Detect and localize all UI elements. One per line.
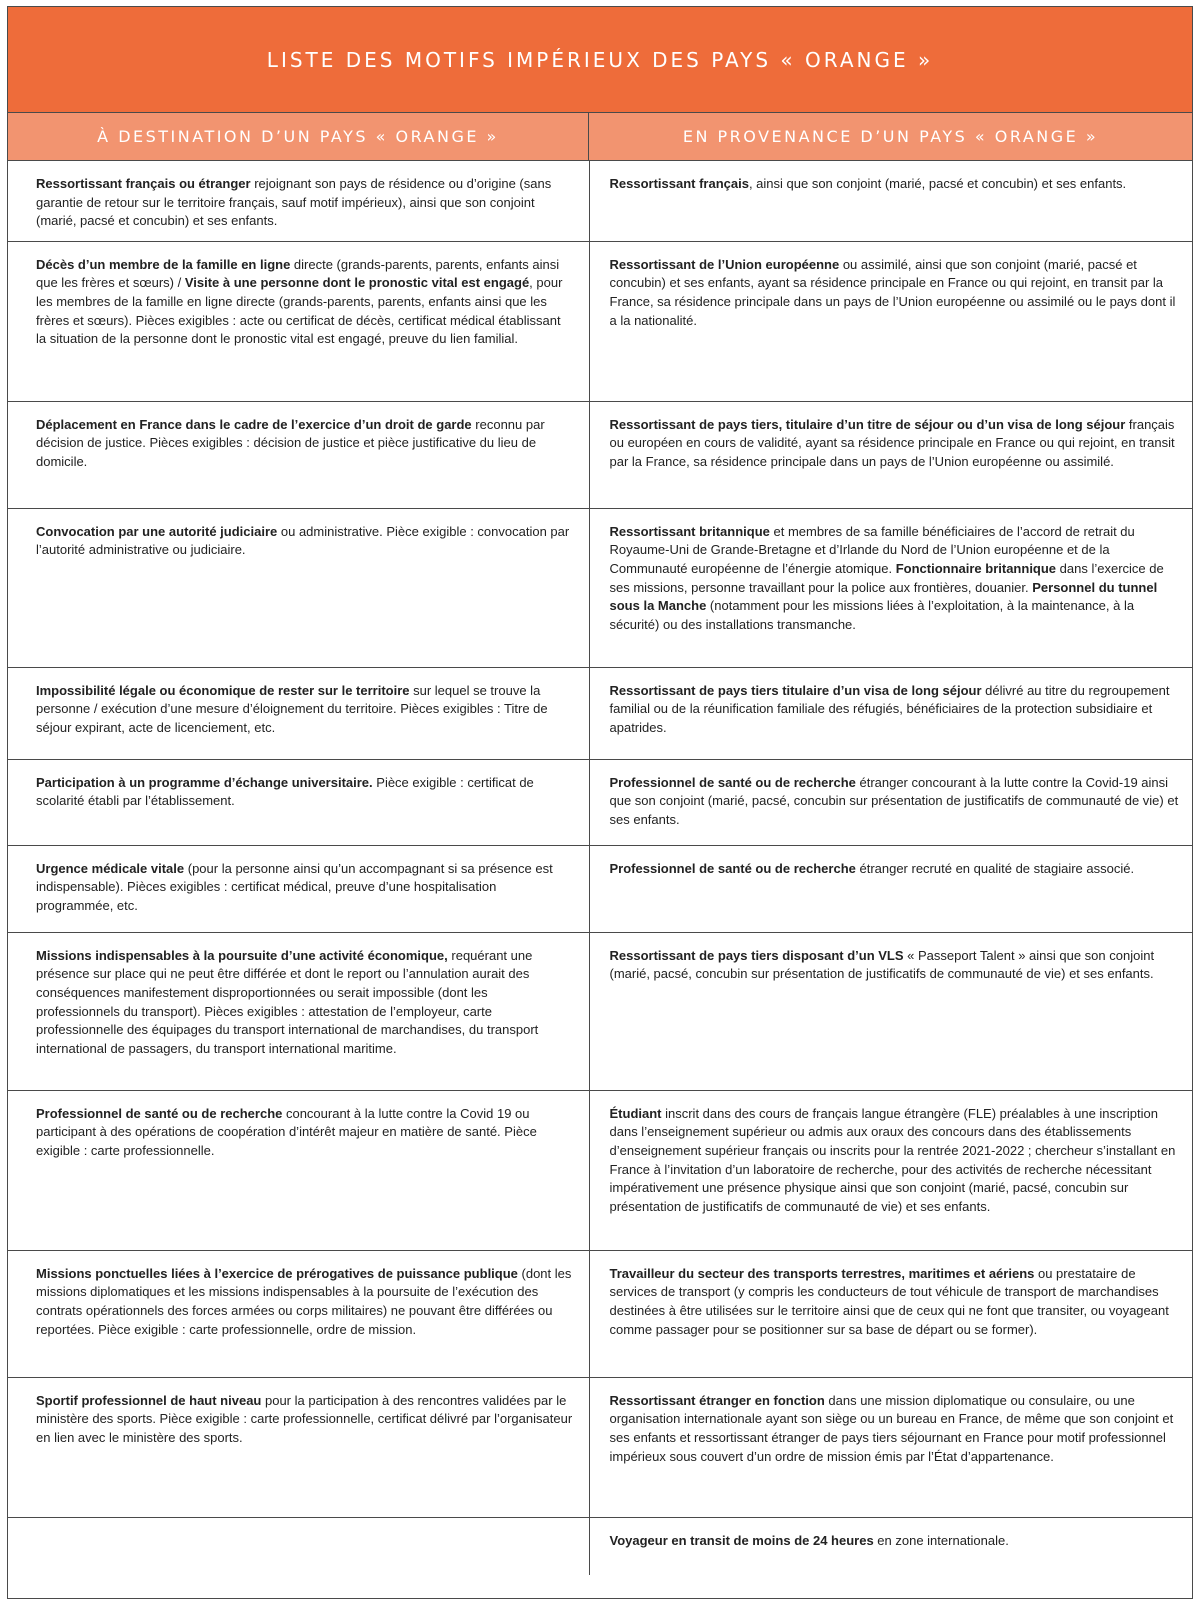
- motif-text: (dont les missions diplomatiques et les missions indispensables à la poursuite de l’exécution des contrats opérationnels des forces armées ou corps militaires) ne pouvant être différées ou reportées. Pièce exigible : carte professionnelle, ordre de mission.: [36, 1265, 572, 1337]
- motif-text: pour la participation à des rencontres validées par le ministère des sports. Pièce exigible : carte professionnelle, certificat délivré par l’organisateur en lien avec le ministère des sports.: [36, 1392, 573, 1445]
- motif-label: Professionnel de santé ou de recherche: [609, 774, 856, 790]
- motif-text: sur lequel se trouve la personne / exécution d’une mesure d’éloignement du territoire. Pièces exigibles : Titre de séjour expirant, acte de licenciement, etc.: [36, 682, 548, 735]
- motif-text: français ou européen en cours de validité, ayant sa résidence principale en France ou qui rejoint, en transit par la France, sa résidence principale dans un pays de l’Union européenne ou assimilé.: [609, 416, 1175, 469]
- table-row: [8, 1090, 1192, 1250]
- cell-destination: [8, 1250, 589, 1377]
- motif-label: Professionnel de santé ou de recherche: [36, 1105, 283, 1121]
- cell-destination: [8, 161, 589, 241]
- motif-text: , pour les membres de la famille en ligne directe (grands-parents, parents, enfants ainsi que les frères et sœurs). Pièces exigibles : acte ou certificat de décès, certificat médical établissant la situation de la personne dont le pronostic vital est engagé, preuve du lien familial.: [36, 275, 563, 347]
- motif-label: Ressortissant de l’Union européenne: [609, 256, 840, 272]
- cell-destination: [8, 1517, 589, 1575]
- motif-text: Pièce exigible : certificat de scolarité établi par l’établissement.: [36, 774, 534, 809]
- motif-label: Voyageur en transit de moins de 24 heures: [609, 1532, 874, 1548]
- table-row: [8, 1250, 1192, 1377]
- cell-provenance: [589, 932, 1192, 1090]
- motif-label: Travailleur du secteur des transports terrestres, maritimes et aériens: [609, 1265, 1035, 1281]
- motif-text: reconnu par décision de justice. Pièces exigibles : décision de justice et pièce justificative du lieu de domicile.: [36, 416, 545, 469]
- table-row: [8, 401, 1192, 508]
- motif-text: (pour la personne ainsi qu’un accompagnant si sa présence est indispensable). Pièces exigibles : certificat médical, preuve d’une hospitalisation programmée, etc.: [36, 860, 553, 913]
- motif-text: ou assimilé, ainsi que son conjoint (marié, pacsé et concubin) et ses enfants, ayant sa résidence principale en France ou qui rejoint, en transit par la France, sa résidence principale dans un pays de l’Union européenne ou assimilé ou le pays dont il a la nationalité.: [609, 256, 1176, 328]
- table-row: [8, 1377, 1192, 1517]
- cell-destination: [8, 845, 589, 932]
- table-row: [8, 1517, 1192, 1575]
- table-row: [8, 845, 1192, 932]
- cell-provenance: [589, 508, 1192, 667]
- motif-label: Étudiant: [609, 1105, 662, 1121]
- motif-label: Convocation par une autorité judiciaire: [36, 523, 278, 539]
- cell-provenance: [589, 667, 1192, 759]
- motif-label: Décès d’un membre de la famille en ligne: [36, 256, 291, 272]
- motif-text: dans une mission diplomatique ou consulaire, ou une organisation internationale ayant son siège ou un bureau en France, de même que son conjoint et ses enfants et ressortissant étranger de pays tiers séjournant en France pour motif professionnel impérieux sous couvert d’un ordre de mission émis par l’État d’appartenance.: [609, 1392, 1174, 1464]
- motif-text: , ainsi que son conjoint (marié, pacsé et concubin) et ses enfants.: [748, 176, 1127, 191]
- motif-text: rejoignant son pays de résidence ou d’origine (sans garantie de retour sur le territoire français, sauf motif impérieux), ainsi que son conjoint (marié, pacsé et concubin) et ses enfants.: [36, 176, 552, 229]
- motif-text: inscrit dans des cours de français langue étrangère (FLE) préalables à une inscription dans l’enseignement supérieur ou admis aux oraux des concours dans des établissements d’enseignement supérieur français ou inscrits pour la rentrée 2021-2022 ; chercheur s’installant en France à l’invitation d’un laboratoire de recherche, pour des activités de recherche nécessitant impérativement une présence physique ainsi que son conjoint (marié, pacsé, concubin sur présentation de justificatifs de communauté de vie) et ses enfants.: [609, 1105, 1176, 1214]
- motif-label: Personnel du tunnel sous la Manche: [609, 579, 1158, 614]
- motif-text: directe (grands-parents, parents, enfants ainsi que les frères et sœurs) /: [36, 256, 560, 291]
- table-body: [8, 161, 1192, 1575]
- cell-provenance: [589, 1517, 1192, 1575]
- motif-label: Ressortissant britannique: [609, 523, 770, 539]
- motif-text: en zone internationale.: [873, 1532, 1009, 1548]
- motif-label: Ressortissant de pays tiers titulaire d’un visa de long séjour: [609, 682, 982, 698]
- motif-label: Ressortissant étranger en fonction: [609, 1392, 825, 1408]
- cell-destination: [8, 1377, 589, 1517]
- cell-provenance: [589, 1250, 1192, 1377]
- motif-label: Ressortissant de pays tiers disposant d’un VLS: [609, 947, 904, 963]
- motif-label: Ressortissant français ou étranger: [36, 176, 251, 191]
- motif-label: Missions indispensables à la poursuite d’une activité économique,: [36, 947, 448, 963]
- motif-label: Sportif professionnel de haut niveau: [36, 1392, 262, 1408]
- cell-destination: [8, 401, 589, 508]
- header-destination: À DESTINATION D’UN PAYS « ORANGE »: [8, 113, 589, 160]
- motif-text: étranger concourant à la lutte contre la Covid-19 ainsi que son conjoint (marié, pacsé, concubin sur présentation de justificatifs de communauté de vie) et ses enfants.: [609, 774, 1179, 827]
- table-row: [8, 508, 1192, 667]
- title-banner: [8, 7, 1192, 113]
- cell-provenance: [589, 401, 1192, 508]
- motif-label: Ressortissant de pays tiers, titulaire d’un titre de séjour ou d’un visa de long séjour: [609, 416, 1126, 432]
- motif-text: concourant à la lutte contre la Covid 19 ou participant à des opérations de coopération d’intérêt majeur en matière de santé. Pièce exigible : carte professionnelle.: [36, 1105, 537, 1158]
- cell-destination: [8, 508, 589, 667]
- motif-label: Missions ponctuelles liées à l’exercice de prérogatives de puissance publique: [36, 1265, 518, 1281]
- cell-provenance: [589, 845, 1192, 932]
- motif-label: Ressortissant français: [609, 176, 749, 191]
- table-row: [8, 932, 1192, 1090]
- motif-text: « Passeport Talent » ainsi que son conjoint (marié, pacsé, concubin sur présentation de justificatifs de communauté de vie) et ses enfants.: [609, 947, 1155, 982]
- column-headers: [8, 113, 1192, 161]
- cell-provenance: [589, 161, 1192, 241]
- motif-text: et membres de sa famille bénéficiaires de l’accord de retrait du Royaume-Uni de Grande-Bretagne et d’Irlande du Nord de l’Union européenne et de la Communauté européenne de l’énergie atomique.: [609, 523, 1135, 576]
- table-row: [8, 759, 1192, 845]
- motif-label: Impossibilité légale ou économique de rester sur le territoire: [36, 682, 410, 698]
- motif-text: étranger recruté en qualité de stagiaire associé.: [855, 860, 1135, 876]
- motif-text: délivré au titre du regroupement familial ou de la réunification familiale des réfugiés, bénéficiaires de la protection subsidiaire et apatrides.: [609, 682, 1170, 735]
- table-row: [8, 241, 1192, 401]
- cell-destination: [8, 1090, 589, 1250]
- motifs-table-frame: [7, 6, 1193, 1599]
- motif-label: Participation à un programme d’échange universitaire.: [36, 774, 373, 790]
- cell-destination: [8, 932, 589, 1090]
- cell-provenance: [589, 1090, 1192, 1250]
- cell-provenance: [589, 241, 1192, 401]
- motif-text: (notamment pour les missions liées à l’exploitation, à la maintenance, à la sécurité) ou des installations transmanche.: [609, 598, 1135, 632]
- cell-provenance: [589, 759, 1192, 845]
- motif-label: Fonctionnaire britannique: [895, 560, 1057, 576]
- cell-provenance: [589, 1377, 1192, 1517]
- cell-destination: [8, 241, 589, 401]
- header-provenance: EN PROVENANCE D’UN PAYS « ORANGE »: [682, 127, 1099, 146]
- table-row: [8, 161, 1192, 241]
- motif-text: ou administrative. Pièce exigible : convocation par l’autorité administrative ou judiciaire.: [36, 523, 570, 558]
- motif-text: dans l’exercice de ses missions, personne travaillant pour la police aux frontières, douanier.: [609, 560, 1164, 595]
- motif-label: Visite à une personne dont le pronostic vital est engagé: [184, 275, 530, 291]
- motif-text: ou prestataire de services de transport (y compris les conducteurs de tout véhicule de transport de marchandises destinées à être utilisées sur le territoire ainsi que de ceux qui ne font que transiter, ou voyageant comme passager pour se positionner sur sa base de départ ou se former).: [609, 1265, 1169, 1337]
- page-title: LISTE DES MOTIFS IMPÉRIEUX DES PAYS « ORANGE »: [266, 47, 934, 72]
- motif-text: requérant une présence sur place qui ne peut être différée et dont le report ou l’annulation aurait des conséquences manifestement disproportionnées ou serait impossible (dont les professionnels du transport). Pièces exigibles : attestation de l’employeur, carte professionnelle des équipages du transport international de marchandises, du transport international de passagers, du transport international maritime.: [36, 947, 539, 1056]
- motif-label: Déplacement en France dans le cadre de l’exercice d’un droit de garde: [36, 416, 472, 432]
- table-row: [8, 667, 1192, 759]
- motif-label: Urgence médicale vitale: [36, 860, 185, 876]
- motif-label: Professionnel de santé ou de recherche: [609, 860, 856, 876]
- cell-destination: [8, 667, 589, 759]
- motifs-table: [8, 161, 1192, 1575]
- cell-destination: [8, 759, 589, 845]
